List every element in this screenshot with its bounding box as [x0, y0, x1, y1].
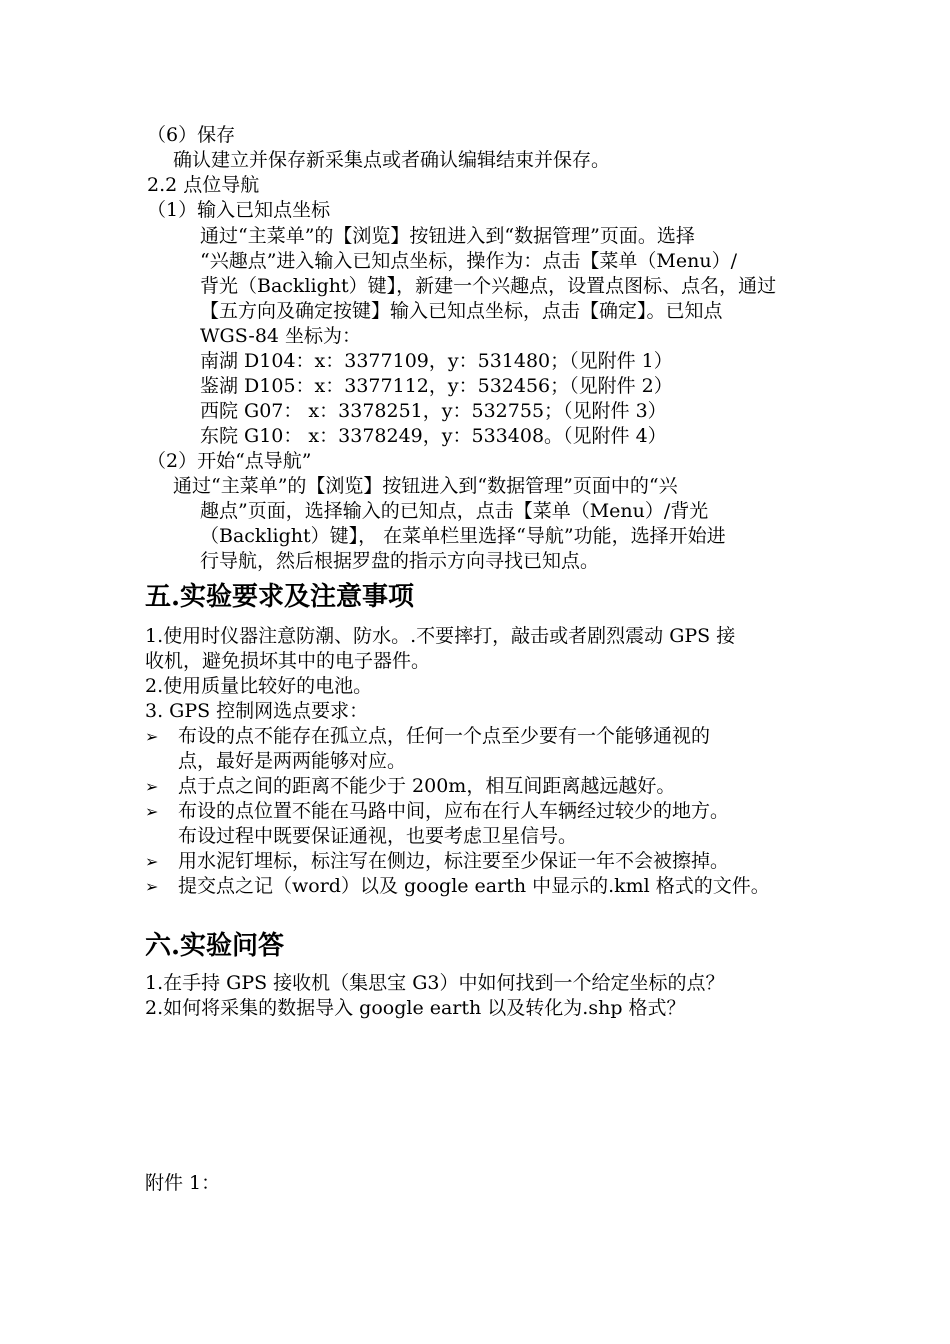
step2-line: 趣点”页面，选择输入的已知点，点击【菜单（Menu）/背光: [200, 500, 709, 522]
section-6-heading: 六.实验问答: [145, 931, 285, 961]
step2-title: （2）开始“点导航”: [147, 450, 312, 472]
bullet-arrow-icon: ➢: [145, 877, 159, 896]
bullet-item: 点，最好是两两能够对应。: [178, 750, 407, 772]
step1-line: 通过“主菜单”的【浏览】按钮进入到“数据管理”页面。选择: [200, 225, 695, 247]
step6-text: 确认建立并保存新采集点或者确认编辑结束并保存。: [173, 149, 611, 171]
bullet-item: 布设的点位置不能在马路中间，应布在行人车辆经过较少的地方。: [178, 800, 730, 822]
step1-line: “兴趣点”进入输入已知点坐标，操作为：点击【菜单（Menu）/: [200, 250, 738, 272]
question-line: 2.如何将采集的数据导入 google earth 以及转化为.shp 格式？: [145, 997, 686, 1019]
bullet-item: 用水泥钉埋标，标注写在侧边，标注要至少保证一年不会被擦掉。: [178, 850, 730, 872]
attachment-label: 附件 1：: [145, 1172, 221, 1194]
bullet-arrow-icon: ➢: [145, 852, 159, 871]
section-2-2-title: 2.2 点位导航: [147, 174, 260, 196]
step2-line: 通过“主菜单”的【浏览】按钮进入到“数据管理”页面中的“兴: [173, 475, 678, 497]
requirement-line: 2.使用质量比较好的电池。: [145, 675, 373, 697]
coordinate-line: 西院 G07： x：3378251，y：532755；（见附件 3）: [200, 400, 667, 422]
step1-title: （1）输入已知点坐标: [147, 199, 331, 221]
requirement-line: 收机，避免损坏其中的电子器件。: [145, 650, 431, 672]
bullet-arrow-icon: ➢: [145, 777, 159, 796]
bullet-item: 点于点之间的距离不能少于 200m，相互间距离越远越好。: [178, 775, 676, 797]
bullet-arrow-icon: ➢: [145, 802, 159, 821]
coordinate-line: 东院 G10： x：3378249，y：533408。（见附件 4）: [200, 425, 667, 447]
step2-line: 行导航，然后根据罗盘的指示方向寻找已知点。: [200, 550, 600, 572]
section-5-heading: 五.实验要求及注意事项: [145, 582, 415, 612]
bullet-item: 布设过程中既要保证通视，也要考虑卫星信号。: [178, 825, 578, 847]
question-line: 1.在手持 GPS 接收机（集思宝 G3）中如何找到一个给定坐标的点？: [145, 972, 725, 994]
bullet-item: 布设的点不能存在孤立点，任何一个点至少要有一个能够通视的: [178, 725, 711, 747]
step2-line: （Backlight）键】， 在菜单栏里选择“导航”功能，选择开始进: [200, 525, 726, 547]
coordinate-line: 南湖 D104：x：3377109，y：531480；（见附件 1）: [200, 350, 673, 372]
step1-line: 【五方向及确定按键】输入已知点坐标，点击【确定】。已知点: [200, 300, 723, 322]
step1-line: 背光（Backlight）键】，新建一个兴趣点，设置点图标、点名，通过: [200, 275, 777, 297]
bullet-arrow-icon: ➢: [145, 727, 159, 746]
requirement-line: 1.使用时仪器注意防潮、防水。.不要摔打，敲击或者剧烈震动 GPS 接: [145, 625, 736, 647]
bullet-item: 提交点之记（word）以及 google earth 中显示的.kml 格式的文件。: [178, 875, 770, 897]
requirement-line: 3. GPS 控制网选点要求：: [145, 700, 369, 722]
coordinate-line: 鉴湖 D105：x：3377112，y：532456；（见附件 2）: [200, 375, 673, 397]
step6-title: （6）保存: [147, 124, 236, 146]
step1-line: WGS-84 坐标为：: [200, 325, 362, 347]
